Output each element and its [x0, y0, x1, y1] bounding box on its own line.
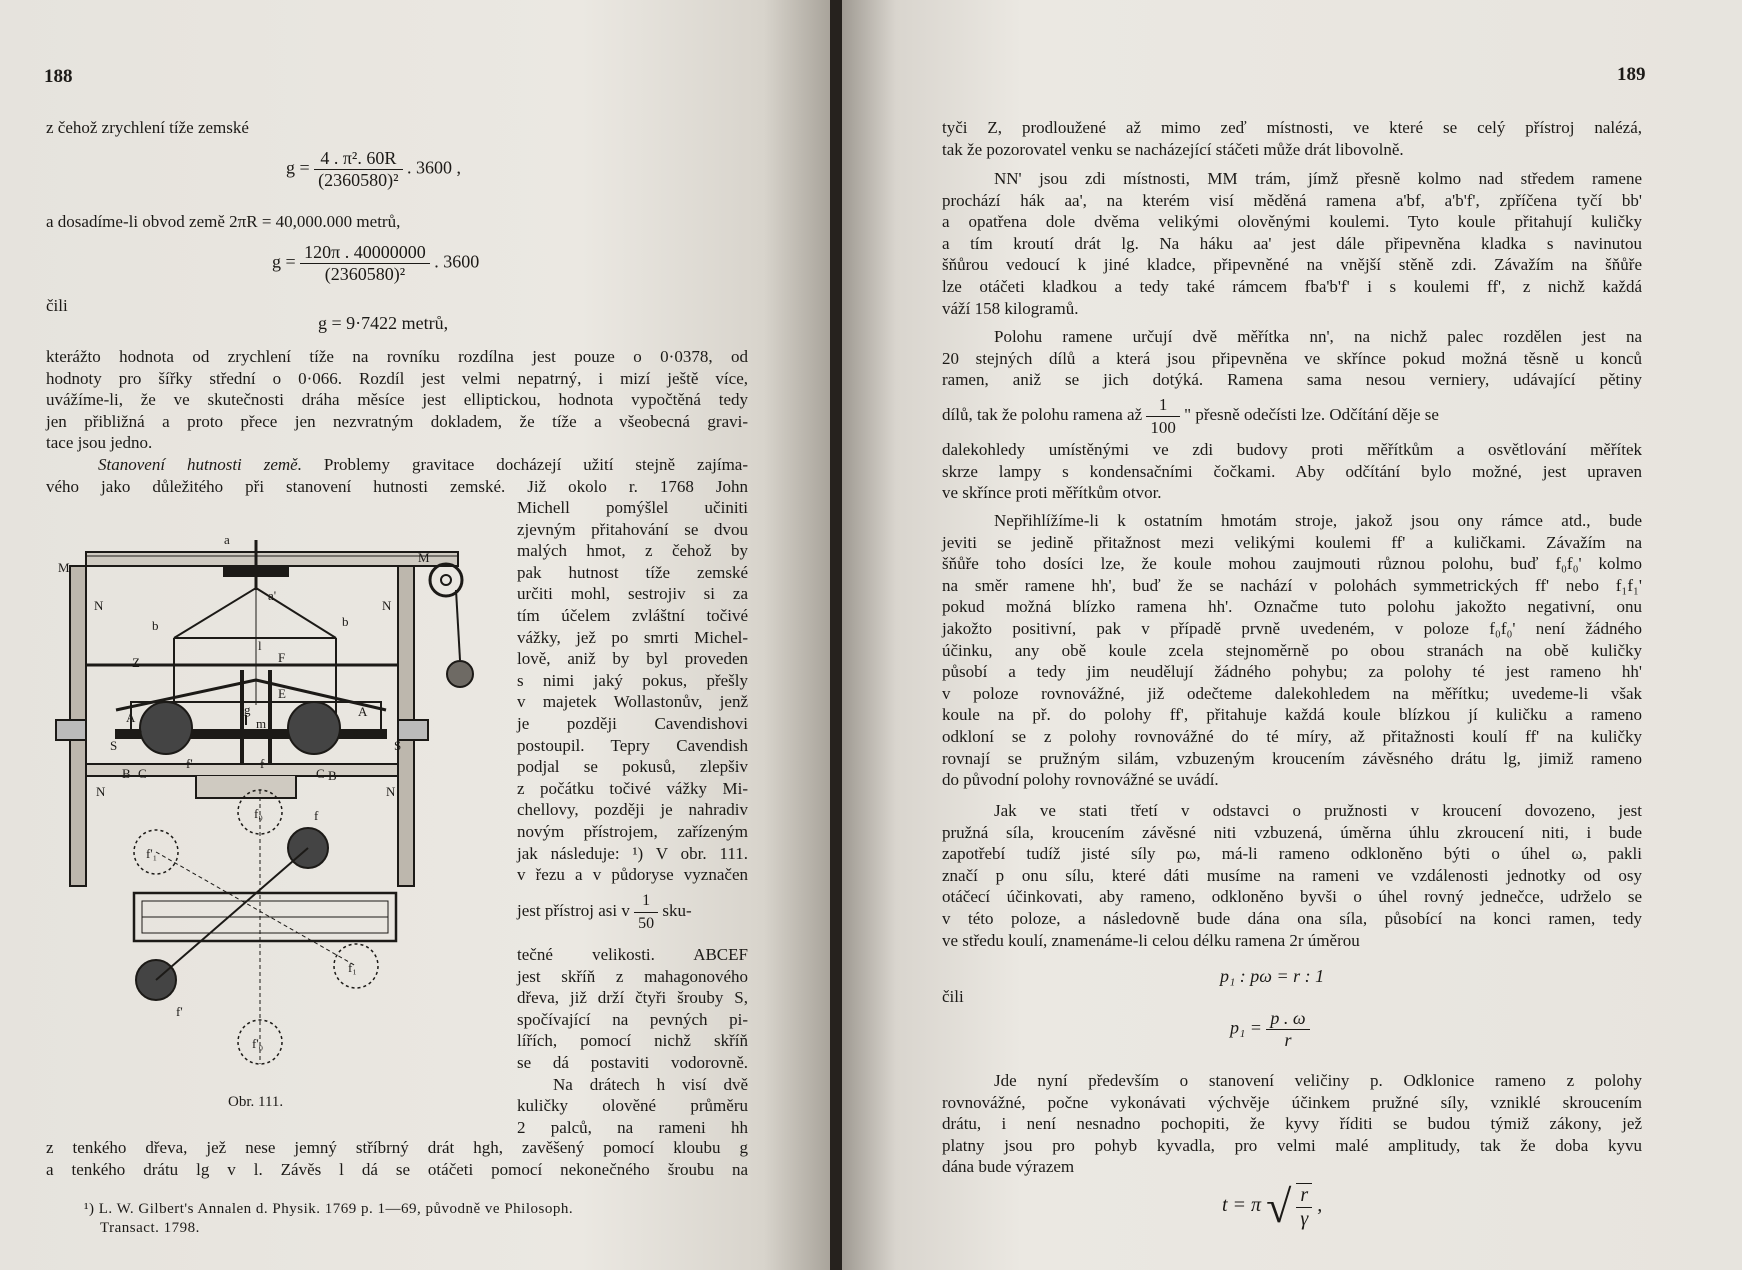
text-line: tím účelem zvláštní točivé — [517, 605, 748, 625]
text-line: pokud možná blízko ramena hh'. Označme tuto polohu jakožto negativní, onu — [942, 597, 1642, 617]
text-line: malých hmot, z čehož by — [517, 541, 748, 561]
equation-p1 — [1230, 1008, 1310, 1051]
paragraph-1 — [46, 346, 748, 454]
text-line: šňůrou vedoucí k jiné kladce, připevněné na vnější stěně zdi. Závažím na šňůře — [942, 255, 1642, 275]
fig-label: l — [258, 638, 262, 653]
numerator: r — [1296, 1184, 1312, 1208]
fig-label: A — [358, 704, 368, 719]
fraction — [300, 242, 430, 285]
text-line: ve skřínce proti měřítkům otvor. — [942, 483, 1162, 503]
text-span: sku- — [662, 901, 692, 920]
fig-label: N — [96, 784, 106, 799]
section-heading: Stanovení hutnosti země. — [98, 455, 302, 474]
text-line: jak následuje: ¹) V obr. 111. — [517, 843, 748, 863]
text-line: v této poloze, a následovně bude dána ona síla, působící na konci ramen, tedy — [942, 908, 1642, 928]
eq-lhs: p₁ = — [1230, 1017, 1262, 1038]
text-line: v poloze rovnovážné, již odečteme dalekohledem na měřítku; uvedeme-li však — [942, 683, 1642, 703]
paragraph-2 — [46, 454, 748, 497]
denominator: 100 — [1150, 417, 1176, 437]
text-line: značí p onu sílu, které dáti musíme na rameni ve vzdálenosti jednotky od osy — [942, 865, 1642, 885]
text-line: Na drátech h visí dvě — [553, 1074, 748, 1094]
text-line: hodnoty pro šířky střední o 0·066. Rozdíl jest velmi nepatrný, i mizí ještě více, — [46, 368, 748, 388]
text-line: určiti mohl, sestrojiv si za — [517, 584, 748, 604]
text-line: postoupil. Tepry Cavendish — [517, 735, 748, 755]
text-line: účinku, any obě koule zcela stejnoměrně po obou stranách na obě kuličky — [942, 640, 1642, 660]
text-line: tyči Z, prodloužené až mimo zeď místnosti, ve které se celý přístroj nalézá, — [942, 118, 1642, 137]
fraction-line — [517, 890, 748, 934]
text-line: kuličky olověné průměru — [517, 1096, 748, 1116]
paragraph-3 — [942, 326, 1642, 391]
denominator: (2360580)² — [318, 170, 399, 190]
equation-ratio: p₁ : pω = r : 1 — [1220, 966, 1325, 986]
paragraph-1 — [942, 117, 1642, 160]
paragraph-3-tail — [942, 439, 1642, 504]
fig-label: f'₁ — [146, 846, 158, 861]
fig-label: E — [278, 686, 286, 701]
fig-label: a' — [268, 588, 277, 603]
right-page — [842, 0, 1742, 1270]
text-line: s nimi jaký pokus, přešly — [517, 670, 748, 690]
text-line: dána bude výrazem — [942, 1157, 1075, 1177]
fig-label: B — [328, 768, 337, 783]
text-line: tace jsou jedno. — [46, 433, 153, 453]
cili-label: čili — [46, 296, 68, 315]
weight-ball — [447, 661, 473, 687]
side-column-2 — [517, 944, 748, 1138]
fraction — [1266, 1008, 1309, 1051]
text-span: Problemy gravitace docházejí užití stejně zajíma- — [301, 455, 748, 474]
text-line: koule na př. do polohy ff', přitahuje každá koule blízkou jí kuličku a rameno — [942, 705, 1642, 725]
fig-label: b — [152, 618, 159, 633]
text-line: v řezu a v půdoryse vyznačen — [517, 865, 748, 885]
text-line: prochází hák aa', na kterém visí měděná ramena a'bf, a'b'f', zpříčena tyčí bb' — [942, 190, 1642, 210]
text-line: Jde nyní především o stanovení veličiny p. Odklonice rameno z polohy — [994, 1071, 1642, 1090]
text-line: Michell pomýšlel učiniti — [517, 498, 748, 517]
fraction — [1296, 1183, 1312, 1231]
equation-1 — [286, 148, 461, 191]
large-ball-right — [288, 702, 340, 754]
text-line: Nepřihlížíme-li k ostatním hmotám stroje, jakož jsou ony rámce atd., bude — [994, 511, 1642, 530]
eq-tail: . 3600 , — [407, 157, 462, 178]
fig-label: N — [382, 598, 392, 613]
paragraph-2 — [942, 168, 1642, 319]
text-line: a tím kroutí drát lg. Na háku aa' jest dále připevněna kladka s navinutou — [942, 233, 1642, 253]
fig-label: f₁ — [348, 960, 357, 975]
text-line: drátu, i není nesnadno pochopiti, že kyvy říditi se budou týmiž zákony, jež — [942, 1114, 1642, 1134]
fig-label: M — [58, 560, 70, 575]
fig-label: b — [342, 614, 349, 629]
book-gutter — [830, 0, 842, 1270]
text-span: jest přístroj asi v — [517, 901, 630, 920]
text-line: novým přístrojem, zařízeným — [517, 821, 748, 841]
large-ball-left — [140, 702, 192, 754]
text-line — [46, 454, 748, 476]
side-column — [517, 497, 748, 886]
numerator: 1 — [1146, 394, 1180, 417]
text-line: rovnovážné, počne vykonávati výchvěje účinkem pružné síly, vzniklé skroucením — [942, 1092, 1642, 1112]
text-line: vážky, jež po smrti Michel- — [517, 627, 748, 647]
numerator: 1 — [634, 890, 658, 913]
text-line: platny jsou pro pohyb kyvadla, pro velmi malé amplitudy, tak že doba kyvu — [942, 1135, 1642, 1155]
text-line: v majetek Wollastonův, jenž — [517, 692, 748, 712]
fig-label: F — [278, 650, 286, 665]
fig-label: M — [418, 550, 430, 565]
text-line: dalekohledy umístěnými ve zdi budovy proti měřítkům a osvětlování měřítek — [942, 440, 1642, 459]
text-line: a dosadíme-li obvod země 2πR = 40,000.000 metrů, — [46, 212, 401, 231]
text-line: Polohu ramene určují dvě měřítka nn', na nichž palec rozdělen jest na — [994, 327, 1642, 346]
denominator: 50 — [638, 914, 655, 932]
paragraph-6 — [942, 1070, 1642, 1178]
page-number: 189 — [1617, 64, 1646, 85]
text-line: jeviti se jedině přitažnost mezi velikými koulemi ff' a kuličkami. Závažím na — [942, 532, 1642, 552]
eq-lhs: t = π — [1222, 1194, 1262, 1217]
paragraph-5 — [942, 800, 1642, 951]
fig-label: C — [316, 766, 325, 781]
fraction — [634, 890, 658, 934]
text-line: chellovy, později je nahradiv — [517, 800, 748, 820]
figure-caption: Obr. 111. — [228, 1094, 284, 1110]
beam — [86, 552, 458, 566]
numerator: p . ω — [1266, 1008, 1309, 1030]
text-line: odkloní se z polohy rovnovážné do té míry, až přitažnosti koulí ff' na kuličky — [942, 726, 1642, 746]
fig-label: g — [244, 702, 251, 717]
intro-line: z čehož zrychlení tíže zemské — [46, 118, 249, 137]
fig-label: C — [138, 766, 147, 781]
text-line: dřeva, již drží čtyři šrouby S, — [517, 988, 748, 1008]
text-line: Jak ve stati třetí v odstavci o pružnosti v kroucení dovozeno, jest — [994, 801, 1642, 820]
text-line: jest skříň z mahagonového — [517, 966, 748, 986]
fig-label: f' — [176, 1004, 183, 1019]
text-line: z tenkého dřeva, jež nese jemný stříbrný drát hgh, zavěšený pomocí kloubu g — [46, 1138, 748, 1157]
text-line: vého jako důležitého při stanovení hutnosti zemské. Již okolo r. 1768 John — [46, 476, 748, 496]
apparatus-figure — [46, 530, 516, 1090]
text-line: 20 stejných dílů a která jsou připevněna ve skřínce pokud možná těsně u konců — [942, 348, 1642, 368]
text-line: a opatřena dole dvěma velikými olověnými koulemi. Tyto koule přitahují kuličky — [942, 212, 1642, 232]
fraction-line — [942, 394, 1642, 438]
text-line: lířích, pomocí nichž skříň — [517, 1031, 748, 1051]
fig-label: S — [394, 738, 402, 753]
text-line: 2 palců, na rameni hh — [517, 1117, 748, 1137]
fig-label: n — [352, 724, 359, 739]
text-line: rovnají se pružným silám, vzbuzeným kroucením závěsného drátu lg, jimiž rameno — [942, 748, 1642, 768]
footnote-line: Transact. 1798. — [100, 1220, 200, 1236]
page-number: 188 — [44, 66, 73, 87]
text-line: jakožto positivní, pak v případě prvně uvedeném, v poloze f₀f₀' není žádného — [942, 618, 1642, 638]
fig-label: f — [314, 808, 319, 823]
fig-label: f' — [186, 756, 193, 771]
text-line: z počátku točivé vážky Mi- — [517, 778, 748, 798]
paragraph-tail — [46, 1137, 748, 1180]
footnote-line: ¹) L. W. Gilbert's Annalen d. Physik. 1769 p. 1—69, původně ve Philosoph. — [84, 1201, 574, 1217]
text-line: podjal se pokusů, zlepšiv — [517, 757, 748, 777]
fraction — [1146, 394, 1180, 438]
denominator: γ — [1300, 1207, 1309, 1230]
equation-2 — [272, 242, 479, 285]
text-line: ve středu koulí, znamenáme-li celou délku ramena 2r úměrou — [942, 930, 1360, 950]
text-line: do původní polohy rovnovážné se uvádí. — [942, 770, 1219, 790]
text-line: NN' jsou zdi místnosti, MM trám, jímž přesně kolmo nad středem ramene — [994, 169, 1642, 188]
fig-label: N — [386, 784, 396, 799]
pulley — [430, 564, 462, 596]
fig-label: N — [94, 598, 104, 613]
fig-label: f₀ — [254, 806, 263, 821]
text-line: pružná síla, kroucením závěsné niti vzbuzená, úměrna úhlu zkroucení niti, i bude — [942, 822, 1642, 842]
sqrt-sign-icon: √ — [1266, 1181, 1292, 1232]
text-line: váží 158 kilogramů. — [942, 298, 1079, 318]
text-span: dílů, tak že polohu ramena až — [942, 405, 1143, 424]
fig-label: f — [260, 756, 265, 771]
eq-tail: , — [1317, 1194, 1323, 1217]
text-line: skrze lampy s kondensačními čočkami. Aby odčítání bylo možné, jest upraven — [942, 461, 1642, 481]
text-line: se dá postaviti vodorovně. — [517, 1052, 748, 1072]
text-line: šňůře toho dosíci lze, že koule mohou zaujmouti různou polohu, buď f₀f₀' kolmo — [942, 554, 1642, 574]
paragraph-4 — [942, 510, 1642, 791]
eq-tail: . 3600 — [434, 251, 480, 272]
text-line: jen přibližná a proto přece jen nezvratným dokladem, že tíže a všeobecná gravi- — [46, 411, 748, 431]
eq-lhs: g = — [272, 251, 296, 272]
eq-lhs: g = — [286, 157, 310, 178]
footnote — [84, 1200, 573, 1238]
text-line: tečné velikosti. ABCEF — [517, 945, 748, 964]
fig-label: B — [122, 766, 131, 781]
equation-period — [1222, 1180, 1322, 1233]
equation-3: g = 9·7422 metrů, — [318, 313, 449, 333]
fig-label: S — [110, 738, 118, 753]
fig-label: Z — [132, 655, 140, 670]
fig-label: f'₀ — [252, 1036, 264, 1051]
text-span: " přesně odečísti lze. Odčítání děje se — [1184, 405, 1439, 424]
text-line: otáčecí účinkovati, aby rameno, odkloněno byvši o úhel rovný jednečce, udrželo se — [942, 887, 1642, 907]
fig-label: a — [224, 532, 230, 547]
text-line: ramen, aniž se jich dotýká. Ramena sama nesou verniery, udávající pětiny — [942, 370, 1642, 390]
text-line: spočívající na pevných pi- — [517, 1009, 748, 1029]
denominator: (2360580)² — [324, 264, 406, 284]
fig-label: n — [136, 724, 143, 739]
text-line: zapotřebí tudíž jisté síly pω, má-li rameno odkloněno býti o úhel ω, pakli — [942, 844, 1642, 864]
denominator: r — [1284, 1030, 1292, 1050]
text-line: lze otáčeti kladkou a tedy také rámcem fba'b'f' i s koulemi ff', z nichž každá — [942, 276, 1642, 296]
text-line: působí a tedy jim neudělují žádného pohybu; za polohy té jest rameno hh' — [942, 662, 1642, 682]
text-line: kterážto hodnota od zrychlení tíže na rovníku rozdílna jest pouze o 0·0378, od — [46, 347, 748, 366]
fraction — [314, 148, 402, 191]
cili-label: čili — [942, 987, 964, 1006]
text-line: a tenkého drátu lg v l. Závěs l dá se otáčeti pomocí nekonečného šroubu na — [46, 1159, 748, 1179]
left-page — [0, 0, 830, 1270]
fig-label: m — [256, 716, 267, 731]
text-line: tak že pozorovatel venku se nacházející stáčeti může drát libovolně. — [942, 139, 1404, 159]
text-line: je později Cavendishovi — [517, 713, 748, 733]
numerator: 4 . π². 60R — [314, 148, 402, 170]
text-line: pak hutnost tíže zemské — [517, 562, 748, 582]
text-line: na směr ramene hh', buď že se nachází v polohách symmetrických ff' nebo f₁f₁' — [942, 575, 1642, 595]
text-line: zjevným přitahování se dvou — [517, 519, 748, 539]
fig-label: A — [126, 710, 136, 725]
text-line: uvážíme-li, že ve skutečnosti dráha měsíce jest elliptickou, hodnota vypočtěná tedy — [46, 390, 748, 410]
numerator: 120π . 40000000 — [300, 242, 430, 264]
text-line: lově, aniž by byl proveden — [517, 649, 748, 669]
